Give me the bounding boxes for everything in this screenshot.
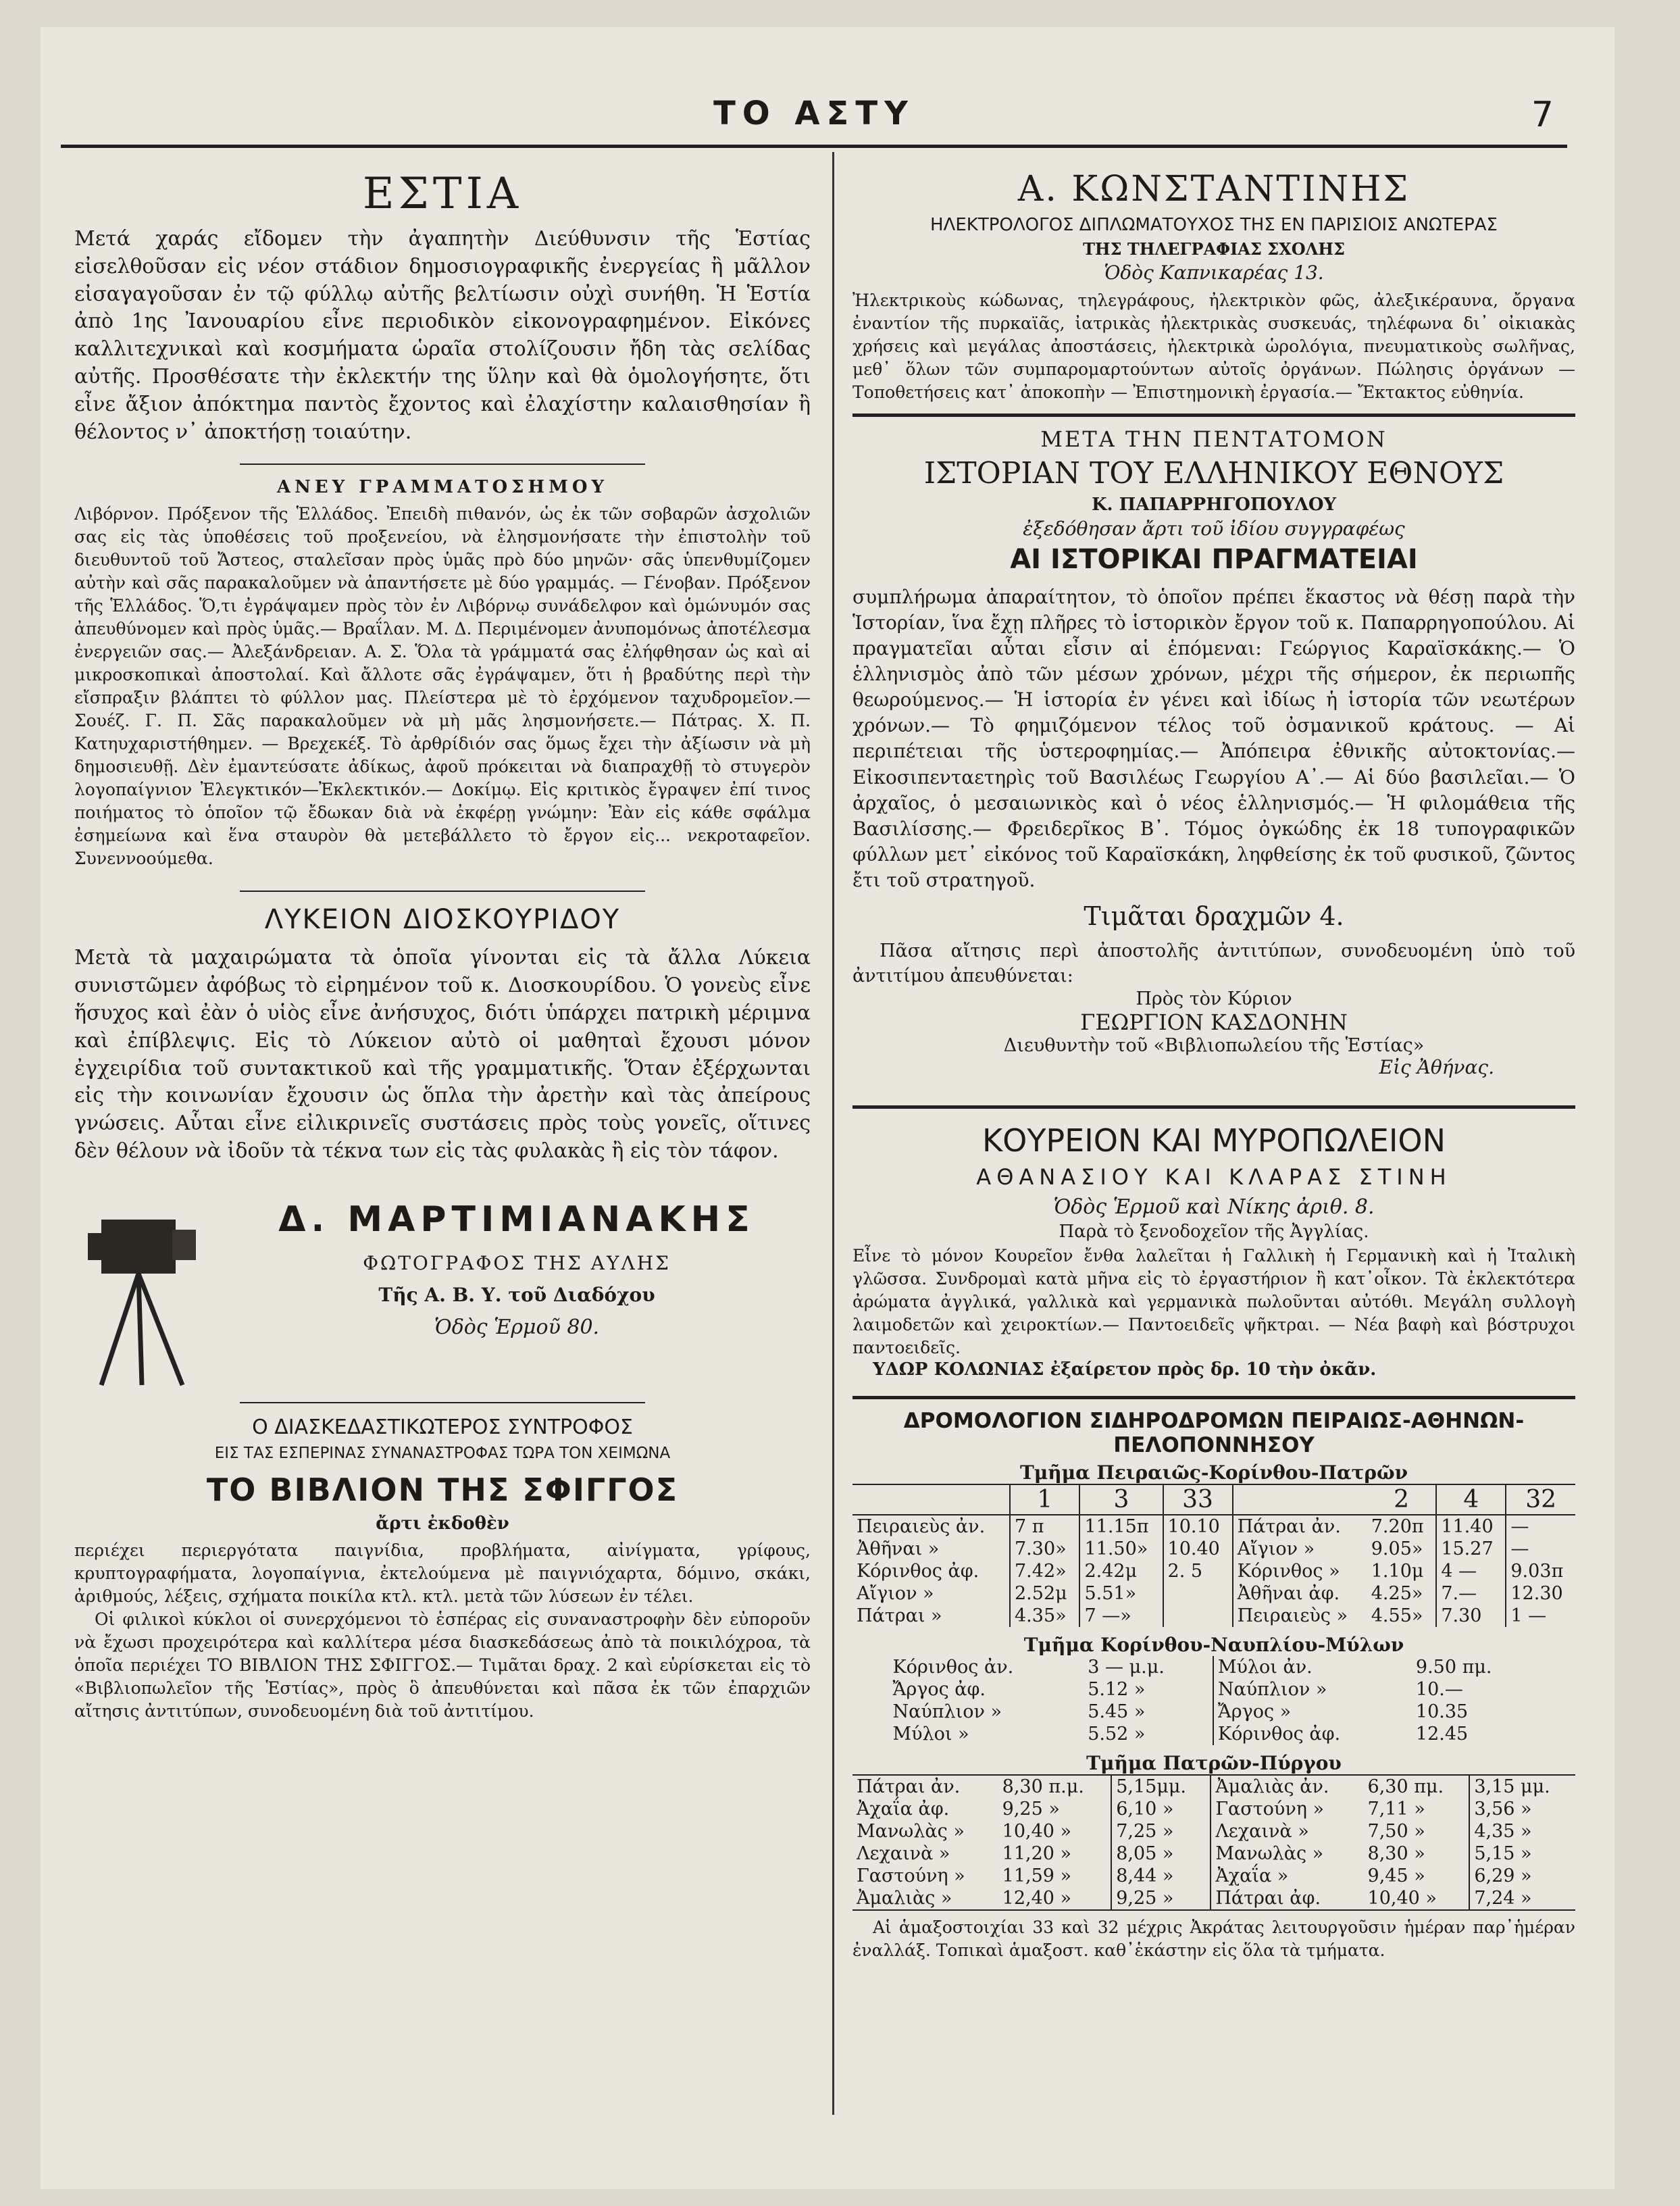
table-cell: 9.05»	[1371, 1538, 1423, 1560]
table-cell: 10.—	[1415, 1679, 1463, 1701]
lykeion-title: ΛΥΚΕΙΟΝ ΔΙΟΣΚΟΥΡΙΔΟΥ	[264, 904, 621, 936]
table-cell: 4.35»	[1010, 1605, 1079, 1627]
history-order: Πᾶσα αἴτησις περὶ ἀποστολῆς ἀντιτύπων, συνοδευομένη ὑπὸ τοῦ ἀντιτίμου ἀπευθύνεται:	[852, 940, 1575, 986]
table-row	[852, 1887, 1575, 1910]
divider	[240, 891, 645, 892]
table-cell: 3,56 »	[1469, 1798, 1575, 1820]
table-row	[852, 1560, 1575, 1582]
table-cell: 11,59 »	[1002, 1865, 1072, 1887]
table-cell: 9.50 πμ.	[1415, 1657, 1492, 1678]
table-cell: 2.52μ	[1010, 1582, 1079, 1605]
table-cell: 12.30	[1506, 1582, 1575, 1605]
table-cell: 10.10	[1163, 1515, 1233, 1538]
table-cell: 4 —	[1436, 1560, 1506, 1582]
table-cell: 5.45 »	[1088, 1701, 1146, 1723]
sfinx-title: ΤΟ ΒΙΒΛΙΟΝ ΤΗΣ ΣΦΙΓΓΟΣ	[206, 1471, 679, 1508]
table-header-row	[852, 1484, 1575, 1515]
table-row	[889, 1723, 1539, 1745]
table-cell: 5.51»	[1079, 1582, 1163, 1605]
table-cell: 7.42»	[1010, 1560, 1079, 1582]
right-column	[852, 155, 1575, 1962]
history-role: Διευθυντὴν τοῦ «Βιβλιοπωλείου τῆς Ἑστίας»	[1003, 1035, 1425, 1057]
divider	[852, 1396, 1575, 1399]
table-cell: Ἀχαΐα »	[1211, 1865, 1363, 1887]
table-row	[889, 1656, 1539, 1678]
sfinx-sub: ἄρτι ἐκδοθὲν	[376, 1513, 509, 1534]
table-cell: 10,40 »	[1367, 1888, 1437, 1909]
divider	[240, 1402, 645, 1403]
estia-article	[74, 169, 811, 446]
table-cell: 6,30 πμ.	[1367, 1776, 1444, 1798]
table-row	[852, 1538, 1575, 1560]
table-cell: 9,25 »	[1002, 1799, 1060, 1820]
table-cell: 10.40	[1163, 1538, 1233, 1560]
lykeion-body: Μετὰ τὰ μαχαιρώματα τὰ ὁποῖα γίνονται εἰς τὰ ἄλλα Λύκεια συνιστῶμεν ἀφόβως τὸ εἰρημένον τοῦ κ. Διοσκουρίδου. Ὁ γονεὺς εἶνε ἥσυχος καὶ ἐὰν ὁ υἱὸς εἶνε ἀνήσυχος, διότι ὑπάρχει πατρικὴ μέριμνα καὶ ἐπίβλεψις. Εἰς τὸ Λύκειον αὐτὸ οἱ μαθηταὶ ἔχουσι μόνον ἐγχειρίδια τοῦ συντακτικοῦ καὶ τῆς γραμματικῆς. Ὅταν ἐξέρχωνται εἰς τὴν κοινωνίαν ἔχουσιν ὡς ὅπλα τὴν ἀρετὴν καὶ τὰς ἀπείρους γνώσεις. Αὗται εἶνε εἰλικρινεῖς συστάσεις πρὸς τοὺς γονεῖς, οἵτινες δὲν θέλουν νὰ ἰδοῦν τὰ τέκνα των εἰς τὰς φυλακὰς ἢ εἰς τὸν τάφον.	[74, 946, 811, 1163]
history-to: Πρὸς τὸν Κύριον	[1136, 988, 1292, 1010]
table-cell: Ναύπλιον »	[892, 1701, 1002, 1723]
konstantinis-line1: ΗΛΕΚΤΡΟΛΟΓΟΣ ΔΙΠΛΩΜΑΤΟΥΧΟΣ ΤΗΣ ΕΝ ΠΑΡΙΣΙΟΙΣ ΑΝΩΤΕΡΑΣ	[930, 215, 1498, 235]
train-number: 33	[1163, 1484, 1233, 1515]
sfinx-line1: Ο ΔΙΑΣΚΕΔΑΣΤΙΚΩΤΕΡΟΣ ΣΥΝΤΡΟΦΟΣ	[252, 1415, 633, 1439]
camera-tripod-icon	[88, 1193, 203, 1388]
table-cell: Πάτραι ἀφ.	[1211, 1887, 1363, 1910]
barber-title: ΚΟΥΡΕΙΟΝ ΚΑΙ ΜΥΡΟΠΩΛΕΙΟΝ	[982, 1122, 1446, 1159]
table-cell: 11.15π	[1079, 1515, 1163, 1538]
rail-section-2: Τμῆμα Κορίνθου-Ναυπλίου-Μύλων	[1023, 1634, 1404, 1657]
divider	[852, 1105, 1575, 1109]
rail-table-1	[852, 1484, 1575, 1627]
divider	[240, 463, 645, 465]
table-row	[852, 1605, 1575, 1627]
rail-table-2	[889, 1656, 1539, 1745]
table-cell: Ἀθῆναι »	[857, 1538, 940, 1560]
table-cell: 3 — μ.μ.	[1088, 1657, 1165, 1678]
estia-title: ΕΣΤΙΑ	[362, 169, 523, 219]
barber-body: Εἶνε τὸ μόνον Κουρεῖον ἔνθα λαλεῖται ἡ Γαλλικὴ ἡ Γερμανικὴ καὶ ἡ Ἰταλικὴ γλῶσσα. Συνδρομαὶ κατὰ μῆνα εἰς τὸ ἐργαστήριον ἢ κατ᾽οἶκον. Τὰ ἐκλεκτότερα ἀρώματα ἀγγλικά, γαλλικὰ καὶ γερμανικὰ πωλοῦνται αὐτόθι. Μεγάλη συλλογὴ λαιμοδετῶν καὶ χειροκτίων.— Παντοειδεῖς ψῆκτραι. — Νέα βαφὴ καὶ βόστρυχοι παντοειδεῖς.	[852, 1246, 1575, 1358]
table-cell: 5,15 »	[1469, 1842, 1575, 1865]
sfinx-ad	[74, 1415, 811, 1723]
table-cell: Μανωλὰς »	[1211, 1842, 1363, 1865]
table-cell: 9.03π	[1506, 1560, 1575, 1582]
table-cell: Πάτραι »	[857, 1605, 942, 1627]
barber-cologne: ΥΔΩΡ ΚΟΛΩΝΙΑΣ ἐξαίρετον πρὸς δρ. 10 τὴν ὀκᾶν.	[873, 1359, 1377, 1380]
rail-section-1: Τμῆμα Πειραιῶς-Κορίνθου-Πατρῶν	[1019, 1461, 1408, 1484]
table-cell: 5,15μμ.	[1111, 1775, 1211, 1798]
table-cell: 11.40	[1436, 1515, 1506, 1538]
konstantinis-address: Ὁδὸς Καπνικαρέας 13.	[1104, 261, 1324, 284]
barber-ad	[852, 1122, 1575, 1380]
table-cell: 7.30»	[1010, 1538, 1079, 1560]
column-divider	[832, 152, 834, 2115]
table-cell: Πάτραι ἀν.	[857, 1776, 961, 1798]
table-cell: Ἄργος ἀφ.	[892, 1679, 986, 1701]
barber-near: Παρὰ τὸ ξενοδοχεῖον τῆς Ἀγγλίας.	[1059, 1222, 1369, 1243]
table-row	[889, 1701, 1539, 1723]
newspaper-title: ΤΟ ΑΣΤΥ	[713, 95, 915, 132]
table-cell: 7,24 »	[1469, 1887, 1575, 1910]
table-cell: 11.50»	[1079, 1538, 1163, 1560]
table-cell: 7 —»	[1079, 1605, 1163, 1627]
table-cell: 7,25 »	[1111, 1820, 1211, 1842]
history-ad	[852, 426, 1575, 1078]
table-cell: 6,29 »	[1469, 1865, 1575, 1887]
table-cell: Γαστούνη »	[857, 1865, 965, 1887]
header-rule	[61, 145, 1567, 148]
sfinx-line2: ΕΙΣ ΤΑΣ ΕΣΠΕΡΙΝΑΣ ΣΥΝΑΝΑΣΤΡΟΦΑΣ ΤΩΡΑ ΤΟΝ ΧΕΙΜΩΝΑ	[214, 1444, 671, 1462]
divider	[852, 413, 1575, 417]
history-person: ΓΕΩΡΓΙΟΝ ΚΑΣΔΟΝΗΝ	[1080, 1009, 1348, 1036]
table-row	[852, 1820, 1575, 1842]
konstantinis-ad	[852, 169, 1575, 404]
photographer-line2: Τῆς Α. Β. Υ. τοῦ Διαδόχου	[378, 1283, 655, 1306]
table-cell: —	[1506, 1515, 1575, 1538]
table-cell: Ναύπλιον »	[1213, 1678, 1412, 1701]
barber-street: Ὁδὸς Ἑρμοῦ καὶ Νίκης ἀριθ. 8.	[1053, 1195, 1375, 1220]
railway-timetable	[852, 1409, 1575, 1962]
train-number: 2	[1394, 1486, 1409, 1514]
history-title: ΑΙ ΙΣΤΟΡΙΚΑΙ ΠΡΑΓΜΑΤΕΙΑΙ	[1010, 544, 1418, 575]
table-cell: Λεχαινὰ »	[1211, 1820, 1363, 1842]
letters-section	[74, 477, 811, 870]
table-cell: 7.30	[1436, 1605, 1506, 1627]
table-cell: 7.—	[1436, 1582, 1506, 1605]
history-line2: ΙΣΤΟΡΙΑΝ ΤΟΥ ΕΛΛΗΝΙΚΟΥ ΕΘΝΟΥΣ	[923, 456, 1504, 491]
table-cell: Ἄργος »	[1213, 1701, 1412, 1723]
history-author: Κ. ΠΑΠΑΡΡΗΓΟΠΟΥΛΟΥ	[1091, 495, 1337, 515]
page-header	[61, 95, 1567, 142]
table-cell: Αἴγιον »	[857, 1583, 934, 1605]
letters-body: Λιβόρνον. Πρόξενον τῆς Ἑλλάδος. Ἐπειδὴ πιθανόν, ὡς ἐκ τῶν σοβαρῶν ἀσχολιῶν σας εἰς τὰς ὑποθέσεις τοῦ προξενείου, νὰ ἐλησμονήσατε τὴν ἐπιστολὴν τοῦ διευθυντοῦ τοῦ Ἄστεος, σταλεῖσαν πρὸς ὑμᾶς πρὸ δύο μηνῶν· σᾶς ὑπενθυμίζομεν αὐτὴν καὶ σᾶς παρακαλοῦμεν νὰ ἀπαντήσετε μὲ δύο γραμμάς. — Γένοβαν. Πρόξενον τῆς Ἑλλάδος. Ὅ,τι ἐγράψαμεν πρὸς τὸν ἐν Λιβόρνῳ συνάδελφον καὶ ὁμώνυμόν σας ἀπευθύνομεν καὶ πρὸς ὑμᾶς.— Βραΐλαν. Μ. Δ. Περιμένομεν ἀνυπομόνως ἀποτέλεσμα ἐνεργειῶν σας.— Ἀλεξάνδρειαν. Α. Σ. Ὅλα τὰ γράμματά σας ἐλήφθησαν ὡς καὶ αἱ μικροσκοπικαὶ ἀποστολαί. Καὶ ἄλλοτε σᾶς ἐγράψαμεν, ὅτι ἡ βραδύτης περὶ τὴν εἴσπραξιν βλάπτει τὸ φύλλον μας. Πλείστερα μὲ τὸ ἐρχόμενον ταχυδρομεῖον.— Σουέζ. Γ. Π. Σᾶς παρακαλοῦμεν νὰ μὴ μᾶς λησμονήσετε.— Πάτρας. Χ. Π. Κατηυχαριστήθημεν. — Βρεχεκέξ. Τὸ ἀρθρίδιόν σας ὅμως ἔχει τὴν ἀξίωσιν νὰ μὴ δημοσιευθῇ. Δὲν ἐμαντεύσατε ἀδίκως, ἀφοῦ πρόκειται νὰ διαπραχθῇ τὸ στυγερὸν λογοπαίγνιον Ἐλεγκτικόν—Ἐκλεκτικόν.— Δοκίμῳ. Εἰς κριτικὸς ἔγραψεν ἐπί τινος ποιήματος τὸ ὁποῖον τῷ ἔδωκαν διὰ νὰ ἐκφέρῃ γνώμην: Ἐὰν εἰς κάθε σφάλμα ἐσημείωνα καὶ ἕνα σταυρὸν θὰ μετεβάλλετο τὸ ἔργον εἰς... νεκροταφεῖον. Συνεννοούμεθα.	[74, 504, 811, 869]
table-cell: 15.27	[1436, 1538, 1506, 1560]
table-cell: 10,40 »	[1002, 1821, 1072, 1842]
table-cell: 7.20π	[1371, 1516, 1424, 1538]
history-city: Εἰς Ἀθήνας.	[1379, 1056, 1494, 1079]
table-cell: 8,44 »	[1111, 1865, 1211, 1887]
barber-names: ΑΘΑΝΑΣΙΟΥ ΚΑΙ ΚΛΑΡΑΣ ΣΤΙΝΗ	[976, 1164, 1452, 1190]
table-row	[852, 1515, 1575, 1538]
rail-note: Αἱ ἁμαξοστοιχίαι 33 καὶ 32 μέχρις Ἀκράτας λειτουργοῦσιν ἡμέραν παρ᾽ἡμέραν ἐναλλάξ. Τοπικαὶ ἁμαξοστ. καθ᾽ἑκάστην εἰς ὅλα τὰ τμήματα.	[852, 1917, 1575, 1961]
photographer-ad	[74, 1193, 811, 1395]
table-cell: Κόρινθος ἀν.	[892, 1657, 1014, 1678]
table-cell: 1 —	[1506, 1605, 1575, 1627]
table-cell: Ἀμαλιὰς »	[857, 1888, 952, 1909]
table-cell: 11,20 »	[1002, 1843, 1072, 1865]
letters-title: ΑΝΕΥ ΓΡΑΜΜΑΤΟΣΗΜΟΥ	[276, 477, 609, 498]
table-cell: 5.12 »	[1088, 1679, 1146, 1701]
table-cell: Πάτραι ἀν.	[1233, 1515, 1367, 1538]
table-cell: Κόρινθος ἀφ.	[1213, 1723, 1412, 1745]
rail-title: ΔΡΟΜΟΛΟΓΙΟΝ ΣΙΔΗΡΟΔΡΟΜΩΝ ΠΕΙΡΑΙΩΣ-ΑΘΗΝΩΝ-ΠΕΛΟΠΟΝΝΗΣΟΥ	[903, 1409, 1525, 1458]
konstantinis-line2: ΤΗΣ ΤΗΛΕΓΡΑΦΙΑΣ ΣΧΟΛΗΣ	[1083, 239, 1345, 259]
table-cell: Αἴγιον »	[1233, 1538, 1367, 1560]
train-number: 3	[1079, 1484, 1163, 1515]
table-cell: 10.35	[1415, 1701, 1469, 1723]
table-cell	[1163, 1582, 1233, 1605]
table-cell: 2. 5	[1163, 1560, 1233, 1582]
table-cell: Μανωλὰς »	[857, 1821, 965, 1842]
table-cell: Μύλοι »	[892, 1724, 969, 1745]
table-cell: 1.10μ	[1371, 1561, 1424, 1582]
sfinx-body1: περιέχει περιεργότατα παιγνίδια, προβλήματα, αἰνίγματα, γρίφους, κρυπτογραφήματα, λογοπαίγνια, ἐκτελούμενα μὲ παιγνιόχαρτα, δόμινο, σκάκι, ἀριθμούς, λέξεις, σχήματα ποικίλα κτλ. κτλ. μετὰ τῶν λύσεων ἐν τέλει.	[74, 1540, 811, 1606]
table-row	[852, 1842, 1575, 1865]
train-number: 4	[1436, 1484, 1506, 1515]
table-cell: —	[1506, 1538, 1575, 1560]
table-cell: 8,30 π.μ.	[1002, 1776, 1084, 1798]
table-cell: 12.45	[1415, 1724, 1469, 1745]
table-cell: 7,11 »	[1367, 1799, 1425, 1820]
table-cell: 6,10 »	[1111, 1798, 1211, 1820]
table-row	[852, 1865, 1575, 1887]
table-cell: 9,45 »	[1367, 1865, 1425, 1887]
sfinx-body2: Οἱ φιλικοὶ κύκλοι οἱ συνερχόμενοι τὸ ἑσπέρας εἰς συναναστροφὴν δὲν εὐποροῦν νὰ ἔχωσι προχειρότερα καὶ καλλίτερα μέσα διασκεδάσεως ἀπὸ τὰ ποικιλόχροα, τὰ ὁποῖα περιέχει ΤΟ ΒΙΒΛΙΟΝ ΤΗΣ ΣΦΙΓΓΟΣ.— Τιμᾶται δραχ. 2 καὶ εὑρίσκεται εἰς τὸ «Βιβλιοπωλεῖον τῆς Ἑστίας», πρὸς ὃ ἀπευθύνεται καὶ πᾶσα ἐκ τῶν ἐπαρχιῶν αἴτησις ἀντιτύπων, συνοδευομένη διὰ τοῦ ἀντιτίμου.	[74, 1609, 811, 1721]
table-cell: 5.52 »	[1088, 1724, 1146, 1745]
history-price: Τιμᾶται δραχμῶν 4.	[1084, 901, 1344, 931]
table-cell: 4,35 »	[1469, 1820, 1575, 1842]
table-row	[852, 1775, 1575, 1798]
history-sub: ἐξεδόθησαν ἄρτι τοῦ ἰδίου συγγραφέως	[1023, 518, 1405, 540]
table-row	[852, 1582, 1575, 1605]
table-cell: 8,30 »	[1367, 1843, 1425, 1865]
table-cell: Κόρινθος »	[1233, 1560, 1367, 1582]
table-cell: Πειραιεὺς ἀν.	[857, 1516, 986, 1538]
train-number: 1	[1010, 1484, 1079, 1515]
history-line1: ΜΕΤΑ ΤΗΝ ΠΕΝΤΑΤΟΜΟΝ	[1040, 426, 1388, 452]
table-row	[852, 1798, 1575, 1820]
table-cell: Λεχαινὰ »	[857, 1843, 950, 1865]
konstantinis-body: Ἠλεκτρικοὺς κώδωνας, τηλεγράφους, ἠλεκτρικὸν φῶς, ἀλεξικέραυνα, ὄργανα ἐναντίον τῆς πυρκαϊᾶς, ἰατρικὰς ἠλεκτρικὰς συσκευάς, τηλέφωνα δι᾽ οἰκιακὰς χρήσεις καὶ μεγάλας ἀποστάσεις, ἠλεκτρικὰ ὡρολόγια, πνευματικοὺς σωλῆνας, μεθ᾽ ὅλων τῶν συμπαρομαρτούντων αὐτοῖς ὀργάνων. Πώλησις ὀργάνων — Τοποθετήσεις κατ᾽ ἀποκοπὴν — Ἐπιστημονικὴ ἐργασία.— Ἔκτακτος εὐθηνία.	[852, 291, 1575, 402]
table-cell: Κόρινθος ἀφ.	[857, 1561, 979, 1582]
table-cell: Πειραιεὺς »	[1233, 1605, 1367, 1627]
table-cell: 4.25»	[1371, 1583, 1423, 1605]
table-row	[889, 1678, 1539, 1701]
table-cell: 9,25 »	[1111, 1887, 1211, 1910]
rail-section-3: Τμῆμα Πατρῶν-Πύργου	[1086, 1752, 1342, 1775]
table-cell: Ἀθῆναι ἀφ.	[1233, 1582, 1367, 1605]
lykeion-article	[74, 904, 811, 1165]
table-cell: 7 π	[1010, 1515, 1079, 1538]
table-cell: Ἀχαΐα ἀφ.	[857, 1799, 950, 1820]
table-cell: 2.42μ	[1079, 1560, 1163, 1582]
train-number: 32	[1506, 1484, 1575, 1515]
history-body: συμπλήρωμα ἀπαραίτητον, τὸ ὁποῖον πρέπει ἕκαστος νὰ θέσῃ παρὰ τὴν Ἱστορίαν, ἵνα ἔχῃ πλῆρες τὸ ἱστορικὸν ἔργον τοῦ κ. Παπαρρηγοπούλου. Αἱ πραγματεῖαι αὗται εἶσιν αἱ ἑπόμεναι: Γεώργιος Καραϊσκάκης.— Ὁ ἑλληνισμὸς ἀπὸ τῶν μέσων χρόνων, μέχρι τῆς σήμερον, ἐκ περιωπῆς θεωρούμενος.— Ἡ ἱστορία ἐν γένει καὶ ἰδίως ἡ ἱστορία τῶν νεωτέρων χρόνων.— Τὸ φημιζόμενον τέλος τοῦ ὀσμανικοῦ κράτους. — Αἱ περιπέτειαι τῆς ὑστεροφημίας.— Ἀπόπειρα ἐθνικῆς αὐτοκτονίας.—Εἰκοσιπενταετηρὶς τοῦ Βασιλέως Γεωργίου Α᾽.— Αἱ δύο βασιλεῖαι.— Ὁ ἀρχαῖος, ὁ μεσαιωνικὸς καὶ ὁ νέος ἑλληνισμός.— Ἡ φιλομάθεια τῆς Βασιλίσσης.— Φρειδερῖκος Β᾽. Τόμος ὀγκώδης ἐκ 18 τυπογραφικῶν φύλλων μετ᾽ εἰκόνος τοῦ Καραϊσκάκη, ληφθείσης ἐκ τοῦ φυσικοῦ, ζῶντος ἔτι τοῦ στρατηγοῦ.	[852, 586, 1575, 891]
photographer-address: Ὁδὸς Ἑρμοῦ 80.	[434, 1315, 600, 1339]
table-cell: 7,50 »	[1367, 1821, 1425, 1842]
rail-table-3	[852, 1774, 1575, 1911]
table-cell: Ἀμαλιὰς ἀν.	[1211, 1775, 1363, 1798]
table-cell: 12,40 »	[1002, 1888, 1072, 1909]
table-cell: 3,15 μμ.	[1469, 1775, 1575, 1798]
table-cell: 4.55»	[1371, 1605, 1423, 1627]
page-number: 7	[1531, 95, 1554, 135]
photographer-line1: ΦΩΤΟΓΡΑΦΟΣ ΤΗΣ ΑΥΛΗΣ	[363, 1251, 671, 1274]
photographer-name: Δ. ΜΑΡΤΙΜΙΑΝΑΚΗΣ	[278, 1199, 755, 1240]
table-cell: Μύλοι ἀν.	[1213, 1656, 1412, 1678]
left-column	[74, 155, 811, 1723]
table-cell: 8,05 »	[1111, 1842, 1211, 1865]
table-cell: Γαστούνη »	[1211, 1798, 1363, 1820]
estia-body: Μετά χαράς εἴδομεν τὴν ἀγαπητὴν Διεύθυνσιν τῆς Ἑστίας εἰσελθοῦσαν εἰς νέον στάδιον δημοσιογραφικῆς ἐνεργείας ἢ μᾶλλον εἰσαγαγοῦσαν ἐν τῷ φύλλῳ αὐτῆς βελτίωσιν οὐχὶ συνήθη. Ἡ Ἑστία ἀπὸ 1ης Ἰανουαρίου εἶνε περιοδικὸν εἰκονογραφημένον. Εἰκόνες καλλιτεχνικαὶ καὶ κοσμήματα ὡραῖα στολίζουσιν ἤδη τὰς σελίδας αὐτῆς. Προσθέσατε τὴν ἐκλεκτήν της ὕλην καὶ θὰ ὁμολογήσητε, ὅτι εἶνε ἄξιον ἀπόκτημα παντὸς ἔχοντος καὶ ἐλαχίστην καλαισθησίαν ἢ θέλοντος ν᾽ ἀποκτήσῃ τοιαύτην.	[74, 227, 811, 444]
table-cell	[1163, 1605, 1233, 1627]
konstantinis-name: Α. ΚΩΝΣΤΑΝΤΙΝΗΣ	[1017, 169, 1410, 209]
